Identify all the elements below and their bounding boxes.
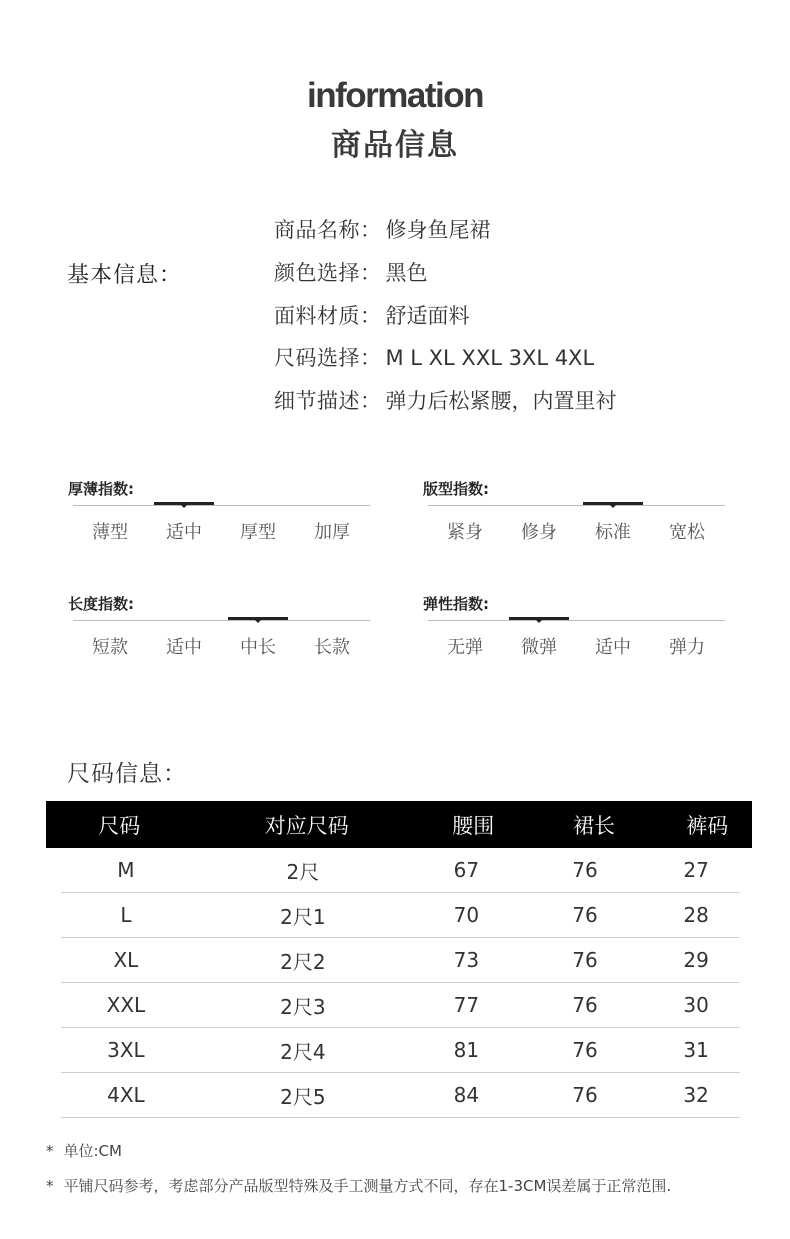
index-option: 长款 bbox=[314, 637, 350, 658]
index-option: 适中 bbox=[166, 637, 202, 658]
header-title-cn: 商品信息 bbox=[331, 128, 459, 163]
thickness-index bbox=[68, 478, 368, 543]
table-cell: 2尺5 bbox=[280, 1084, 326, 1109]
table-cell: 67 bbox=[453, 858, 480, 882]
table-cell: 84 bbox=[453, 1083, 480, 1107]
index-option: 加厚 bbox=[314, 522, 350, 543]
info-row-material bbox=[274, 300, 470, 330]
table-cell: 2尺3 bbox=[280, 994, 326, 1019]
table-cell: 2尺2 bbox=[280, 949, 326, 974]
column-header: 裤码 bbox=[686, 813, 729, 838]
index-track bbox=[73, 505, 370, 506]
table-cell: 31 bbox=[683, 1038, 709, 1062]
index-option: 中长 bbox=[240, 637, 276, 658]
index-track bbox=[73, 620, 370, 621]
note-text: 单位:CM bbox=[63, 1142, 122, 1160]
info-label: 细节描述： bbox=[274, 389, 382, 413]
index-selected-marker bbox=[509, 617, 569, 620]
size-table bbox=[46, 801, 752, 1118]
index-option: 微弹 bbox=[521, 637, 557, 658]
index-title: 弹性指数: bbox=[423, 595, 489, 613]
table-row bbox=[61, 1028, 740, 1073]
table-cell: 76 bbox=[572, 1038, 598, 1062]
note-star: * bbox=[46, 1177, 54, 1195]
note-star: * bbox=[46, 1142, 54, 1160]
index-track bbox=[428, 620, 725, 621]
basic-info-title: 基本信息： bbox=[67, 263, 183, 288]
info-label: 尺码选择： bbox=[274, 346, 382, 370]
table-cell: 81 bbox=[453, 1038, 480, 1062]
table-cell: XXL bbox=[106, 993, 146, 1017]
table-cell: 29 bbox=[683, 948, 709, 972]
index-option: 厚型 bbox=[240, 522, 276, 543]
table-cell: 27 bbox=[683, 858, 709, 882]
table-cell: 4XL bbox=[107, 1083, 145, 1107]
index-selected-marker bbox=[228, 617, 288, 620]
info-label: 面料材质： bbox=[274, 304, 382, 328]
table-cell: 76 bbox=[572, 858, 598, 882]
info-row-details bbox=[274, 385, 617, 415]
size-info-title: 尺码信息： bbox=[67, 761, 187, 787]
info-value: 舒适面料 bbox=[385, 304, 470, 328]
fit-index bbox=[423, 478, 723, 543]
info-value: M L XL XXL 3XL 4XL bbox=[385, 346, 595, 370]
info-row-name bbox=[274, 214, 491, 244]
size-table-header bbox=[46, 801, 752, 848]
index-option: 弹力 bbox=[669, 637, 705, 658]
table-cell: 76 bbox=[572, 1083, 598, 1107]
index-option: 标准 bbox=[595, 522, 631, 543]
index-option: 紧身 bbox=[447, 522, 483, 543]
table-cell: 76 bbox=[572, 948, 598, 972]
table-cell: 76 bbox=[572, 993, 598, 1017]
table-cell: 76 bbox=[572, 903, 598, 927]
info-row-color bbox=[274, 257, 428, 287]
column-header: 对应尺码 bbox=[264, 813, 349, 838]
table-cell: 70 bbox=[453, 903, 480, 927]
info-value: 弹力后松紧腰，内置里衬 bbox=[385, 389, 617, 413]
index-option: 适中 bbox=[595, 637, 631, 658]
index-track bbox=[428, 505, 725, 506]
table-cell: M bbox=[117, 858, 135, 882]
table-cell: 2尺4 bbox=[280, 1039, 326, 1064]
index-option: 短款 bbox=[92, 637, 128, 658]
table-cell: 28 bbox=[683, 903, 709, 927]
index-option: 修身 bbox=[521, 522, 557, 543]
table-cell: XL bbox=[113, 948, 139, 972]
note-measurement bbox=[46, 1175, 671, 1196]
index-selected-marker bbox=[154, 502, 214, 505]
index-selected-marker bbox=[583, 502, 643, 505]
info-row-sizes bbox=[274, 342, 594, 372]
table-cell: 2尺 bbox=[286, 859, 320, 884]
note-text: 平铺尺码参考，考虑部分产品版型特殊及手工测量方式不同，存在1-3CM误差属于正常范围. bbox=[63, 1177, 672, 1195]
index-title: 长度指数: bbox=[68, 595, 134, 613]
column-header: 腰围 bbox=[452, 813, 495, 838]
table-cell: 2尺1 bbox=[280, 904, 326, 929]
column-header: 裙长 bbox=[573, 813, 616, 838]
table-row bbox=[61, 1073, 740, 1118]
table-cell: 77 bbox=[453, 993, 480, 1017]
info-label: 商品名称： bbox=[274, 218, 382, 242]
table-cell: 30 bbox=[683, 993, 709, 1017]
table-cell: 73 bbox=[453, 948, 480, 972]
table-row bbox=[61, 938, 740, 983]
table-row bbox=[61, 983, 740, 1028]
table-cell: 3XL bbox=[107, 1038, 145, 1062]
index-option: 薄型 bbox=[92, 522, 128, 543]
length-index bbox=[68, 593, 368, 658]
elasticity-index bbox=[423, 593, 723, 658]
index-option: 宽松 bbox=[669, 522, 705, 543]
index-title: 版型指数: bbox=[423, 480, 489, 498]
index-option: 适中 bbox=[166, 522, 202, 543]
column-header: 尺码 bbox=[98, 813, 141, 838]
table-cell: L bbox=[120, 903, 132, 927]
table-row bbox=[61, 893, 740, 938]
info-label: 颜色选择： bbox=[274, 261, 382, 285]
index-option: 无弹 bbox=[447, 637, 483, 658]
note-unit bbox=[46, 1140, 122, 1161]
table-row bbox=[61, 848, 740, 893]
info-value: 黑色 bbox=[385, 261, 428, 285]
header-title-en: information bbox=[307, 76, 483, 115]
index-title: 厚薄指数: bbox=[68, 480, 134, 498]
table-cell: 32 bbox=[683, 1083, 709, 1107]
info-value: 修身鱼尾裙 bbox=[385, 218, 491, 242]
